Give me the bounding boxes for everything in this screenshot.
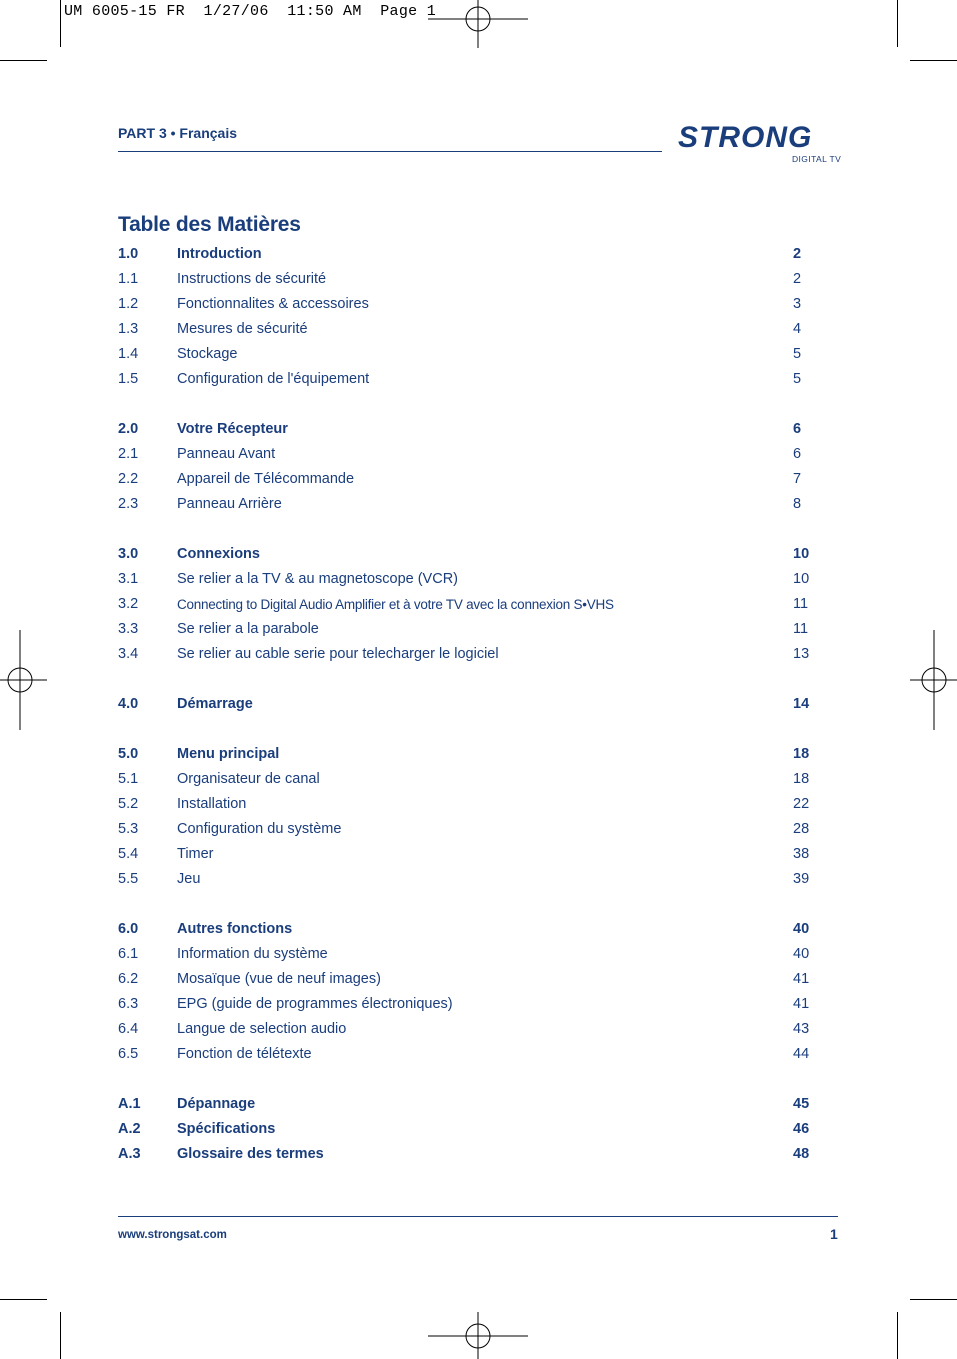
toc-entry-label: Fonctionnalites & accessoires: [177, 296, 369, 312]
toc-entry: [118, 942, 818, 967]
toc-entry-number: A.3: [118, 1146, 141, 1162]
toc-entry-label: Glossaire des termes: [177, 1146, 324, 1162]
toc-entry-label: Langue de selection audio: [177, 1021, 347, 1037]
toc-entry-label: Introduction: [177, 246, 262, 262]
toc-entry: [118, 992, 818, 1017]
toc-entry-page: 6: [793, 446, 802, 462]
crop-mark-bottom-left-v: [60, 1312, 61, 1359]
toc-entry-page: 8: [793, 496, 802, 512]
toc-entry-page: 2: [793, 271, 802, 287]
toc-entry-number: 3.2: [118, 596, 139, 612]
toc-entry: [118, 367, 818, 392]
toc-entry-label: Organisateur de canal: [177, 771, 320, 787]
toc-entry-page: 22: [793, 796, 810, 812]
toc-entry-number: 5.2: [118, 796, 139, 812]
toc-entry-number: 6.0: [118, 921, 139, 937]
toc-entry-page: 18: [793, 746, 810, 762]
toc-entry-page: 14: [793, 696, 810, 712]
toc-entry: [118, 692, 818, 717]
toc-entry-page: 40: [793, 946, 810, 962]
toc-entry-label: Mosaïque (vue de neuf images): [177, 971, 381, 987]
toc-entry-page: 6: [793, 421, 802, 437]
toc-entry: [118, 767, 818, 792]
toc-entry: [118, 267, 818, 292]
toc-entry: [118, 542, 818, 567]
toc-entry: [118, 442, 818, 467]
toc-entry: [118, 1017, 818, 1042]
toc-entry: [118, 817, 818, 842]
toc-entry-number: 2.1: [118, 446, 139, 462]
toc-entry-label: Instructions de sécurité: [177, 271, 327, 287]
toc-entry-number: 1.5: [118, 371, 139, 387]
toc-entry-page: 10: [793, 571, 810, 587]
toc-entry-number: 6.2: [118, 971, 139, 987]
strong-logo: [676, 116, 842, 168]
toc-entry-page: 10: [793, 546, 810, 562]
header-divider: [118, 151, 662, 152]
toc-entry-page: 5: [793, 346, 802, 362]
toc-entry-label: Spécifications: [177, 1121, 276, 1137]
toc-entry: [118, 967, 818, 992]
toc-entry: [118, 1042, 818, 1067]
toc-entry-page: 46: [793, 1121, 810, 1137]
crop-mark-bottom-right-v: [897, 1312, 898, 1359]
toc-entry-page: 13: [793, 646, 810, 662]
toc-entry-label: Installation: [177, 796, 247, 812]
toc-entry-page: 11: [793, 621, 809, 637]
toc-entry-label: Panneau Avant: [177, 446, 276, 462]
print-slug: UM 6005-15 FR 1/27/06 11:50 AM Page 1: [64, 3, 437, 20]
toc-list: [118, 242, 818, 1167]
registration-mark-top: [428, 0, 528, 48]
crop-mark-bottom-left-h: [0, 1299, 47, 1300]
toc-entry-label: Autres fonctions: [177, 921, 293, 937]
toc-entry: [118, 342, 818, 367]
toc-entry: [118, 492, 818, 517]
toc-entry: [118, 617, 818, 642]
toc-entry: [118, 642, 818, 667]
toc-entry-number: 5.5: [118, 871, 139, 887]
registration-mark-left: [0, 630, 47, 730]
toc-entry-number: 5.4: [118, 846, 139, 862]
toc-entry-number: A.1: [118, 1096, 141, 1112]
toc-entry-number: 1.1: [118, 271, 139, 287]
toc-entry-page: 28: [793, 821, 810, 837]
toc-entry-label: Dépannage: [177, 1096, 256, 1112]
toc-entry: [118, 417, 818, 442]
footer-page-number: 1: [830, 1226, 838, 1242]
toc-entry: [118, 1142, 818, 1167]
toc-entry-label: Appareil de Télécommande: [177, 471, 355, 487]
toc-entry-page: 18: [793, 771, 810, 787]
toc-entry-number: 5.3: [118, 821, 139, 837]
toc-entry-page: 41: [793, 996, 810, 1012]
toc-entry: [118, 592, 818, 617]
footer-website-link[interactable]: www.strongsat.com: [118, 1229, 227, 1241]
toc-entry-label: Mesures de sécurité: [177, 321, 308, 337]
toc-entry-number: 3.1: [118, 571, 139, 587]
crop-mark-bottom-right-h: [910, 1299, 957, 1300]
toc-entry-number: 4.0: [118, 696, 139, 712]
toc-entry-number: 6.5: [118, 1046, 139, 1062]
toc-entry: [118, 1092, 818, 1117]
toc-entry-number: 5.1: [118, 771, 139, 787]
logo-tagline-text: DIGITAL TV: [792, 154, 842, 164]
toc-entry: [118, 242, 818, 267]
toc-entry-page: 3: [793, 296, 802, 312]
toc-entry-label: Jeu: [177, 871, 201, 887]
toc-entry-label: Configuration du système: [177, 821, 342, 837]
toc-entry-number: 2.3: [118, 496, 139, 512]
toc-entry-number: 3.3: [118, 621, 139, 637]
toc-entry-label: Timer: [177, 846, 214, 862]
toc-entry-page: 7: [793, 471, 802, 487]
part-label: PART 3 • Français: [118, 125, 238, 141]
toc-entry-label: Panneau Arrière: [177, 496, 282, 512]
toc-entry-page: 41: [793, 971, 810, 987]
toc-entry-label: Stockage: [177, 346, 238, 362]
toc-entry: [118, 792, 818, 817]
toc-entry-label: Fonction de télétexte: [177, 1046, 312, 1062]
toc-entry: [118, 292, 818, 317]
toc-entry: [118, 317, 818, 342]
toc-entry-page: 45: [793, 1096, 810, 1112]
toc-entry-number: 6.3: [118, 996, 139, 1012]
registration-mark-right: [910, 630, 957, 730]
toc-entry-number: A.2: [118, 1121, 141, 1137]
toc-entry-number: 1.2: [118, 296, 139, 312]
toc-entry-page: 5: [793, 371, 802, 387]
toc-entry-label: Connexions: [177, 546, 260, 562]
toc-entry-number: 3.4: [118, 646, 139, 662]
toc-entry-page: 4: [793, 321, 802, 337]
toc-entry-label: Menu principal: [177, 746, 280, 762]
toc-entry-page: 11: [793, 596, 809, 612]
toc-entry-page: 44: [793, 1046, 810, 1062]
toc-entry-label: Se relier au cable serie pour telecharger le logiciel: [177, 646, 499, 662]
logo-brand-text: STRONG: [678, 121, 813, 154]
toc-entry-page: 40: [793, 921, 810, 937]
crop-mark-top-right-v: [897, 0, 898, 47]
toc-entry-number: 1.4: [118, 346, 139, 362]
toc-entry-label: Information du système: [177, 946, 328, 962]
toc-entry-number: 6.4: [118, 1021, 139, 1037]
toc-entry-label: Se relier a la parabole: [177, 621, 319, 637]
toc-entry: [118, 917, 818, 942]
registration-mark-bottom: [428, 1312, 528, 1359]
toc-entry-page: 2: [793, 246, 802, 262]
toc-entry-number: 1.3: [118, 321, 139, 337]
toc-entry: [118, 567, 818, 592]
toc-entry-number: 1.0: [118, 246, 139, 262]
toc-entry: [118, 1117, 818, 1142]
toc-entry-label: Démarrage: [177, 696, 253, 712]
toc-entry-label: EPG (guide de programmes électroniques): [177, 996, 453, 1012]
toc-entry-number: 5.0: [118, 746, 139, 762]
toc-entry-page: 48: [793, 1146, 810, 1162]
toc-entry-number: 6.1: [118, 946, 139, 962]
toc-entry-label: Connecting to Digital Audio Amplifier et à votre TV avec la connexion S•VHS: [177, 597, 614, 612]
toc-entry-page: 43: [793, 1021, 810, 1037]
toc-entry: [118, 467, 818, 492]
crop-mark-top-left-h: [0, 60, 47, 61]
toc-entry-number: 2.2: [118, 471, 139, 487]
toc-entry: [118, 842, 818, 867]
toc-entry-label: Se relier a la TV & au magnetoscope (VCR): [177, 571, 459, 587]
crop-mark-top-right-h: [910, 60, 957, 61]
toc-entry: [118, 867, 818, 892]
toc-entry-label: Votre Récepteur: [177, 421, 288, 437]
toc-entry-page: 38: [793, 846, 810, 862]
toc-entry-number: 3.0: [118, 546, 139, 562]
footer-divider: [118, 1216, 838, 1217]
toc-entry: [118, 742, 818, 767]
toc-title: Table des Matières: [118, 213, 301, 236]
crop-mark-top-left-v: [60, 0, 61, 47]
toc-entry-page: 39: [793, 871, 810, 887]
toc-entry-label: Configuration de l'équipement: [177, 371, 370, 387]
toc-entry-number: 2.0: [118, 421, 139, 437]
